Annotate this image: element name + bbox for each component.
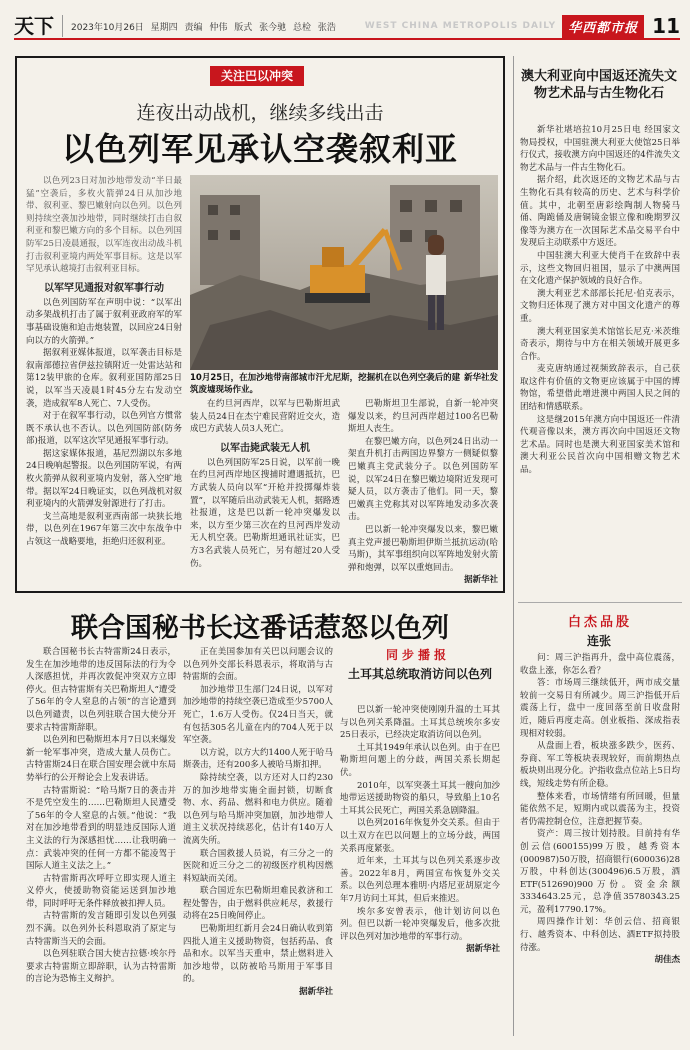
paragraph: 据介绍，此次返还的文物艺术品与古生物化石具有较高的历史、艺术与科学价值。其中，北朝至唐彩绘陶制人物骑马俑、陶跪俑及唐铜镜金银立像和晚期罗汉像等为澳方在一次国际艺术品交易平台中发现后主动联系中方返还。 xyxy=(520,175,680,249)
story1-subtitle: 连夜出动战机，继续多线出击 xyxy=(136,102,384,124)
sync-report-tag: 同步播报 xyxy=(385,648,450,662)
story2-column-2 xyxy=(183,646,333,1038)
paragraph: 巴勒斯坦卫生部说，自新一轮冲突爆发以来，约旦河西岸超过100名巴勒斯坦人丧生。 xyxy=(348,399,498,435)
paragraph: 古特雷斯再次呼吁立即实现人道主义停火，使援助物资能运送到加沙地带，同时呼吁无条件释放被扣押人员。 xyxy=(26,873,176,909)
paragraph: 问：周三沪指再升，盘中高位震荡，收盘上涨，你怎么看？ xyxy=(520,653,680,676)
paragraph: 澳大利亚国家美术馆馆长尼克·米茨维奇表示，期待与中方在相关领域开展更多合作。 xyxy=(520,326,680,362)
story1-headline: 以色列军见承认空袭叙利亚 xyxy=(61,130,458,168)
column-rule xyxy=(513,56,514,1036)
story1-lead: 以色列23日对加沙地带发动“半日最猛”空袭后，多枚火箭弹24日从加沙地带、叙利亚、黎巴嫩射向以色列。以色列则持续空袭加沙地带，同时继续打击自叙利亚和黎巴嫩方向的多个目标。以色列国防军25日凌晨通报，以军连夜出动战斗机打击叙利亚境内两处军事目标。这是以军罕见承认越境打击叙利亚目标。 xyxy=(26,176,182,275)
paragraph: 新华社堪培拉10月25日电 经国家文物局授权，中国驻澳大利亚大使馆25日举行仪式，接收澳方向中国返还的4件流失文物艺术品与一件古生物化石。 xyxy=(520,125,680,173)
paragraph: 整体来看，市场情绪有所回暖，但量能依然不足，短期内或以震荡为主，投资者仍需控制仓位，注意把握节奏。 xyxy=(520,791,680,827)
story1-column-3 xyxy=(348,398,498,585)
photo-caption xyxy=(190,372,498,396)
paragraph: 除持续空袭，以方还对人口约230万的加沙地带实施全面封锁，切断食物、水、药品、燃料和电力供应。随着以色列与哈马斯冲突加剧，加沙地带人道主义状况持续恶化，估计有140万人流离失所。 xyxy=(183,772,333,846)
paragraph: 据这家媒体报道，基尼烈湖以东多地24日晚响起警报。以色列国防军说，有两枚火箭弹从叙利亚境内发射，落入空旷地带。据以军24日晚证实，以色列战机对叙利亚境内的火箭弹发射源进行了打击。 xyxy=(26,448,182,510)
page-number: 11 xyxy=(652,14,680,38)
paragraph: 巴勒斯坦红新月会24日确认收到第四批人道主义援助物资，包括药品、食品和水。以军当天重申，禁止燃料进入加沙地带，以防被哈马斯用于军事目的。 xyxy=(183,924,333,985)
right-headline: 澳大利亚向中国返还流失文物艺术品与古生物化石 xyxy=(520,69,677,101)
paragraph: 以色列驻联合国大使吉拉德·埃尔丹要求古特雷斯立即辞职，认为古特雷斯的言论为恐怖主义辩护。 xyxy=(26,949,176,985)
paragraph: 对于在叙军事行动，以色列官方惯常既不承认也不否认。以色列国防部(防务部)报道，以军这次罕见通报军事行动。 xyxy=(26,411,182,447)
paragraph: 古特雷斯的发言随即引发以色列强烈不满。以色列外长科恩取消了原定与古特雷斯当天的会面。 xyxy=(26,911,176,947)
news-photo xyxy=(190,175,498,370)
paragraph: 从盘面上看，板块涨多跌少，医药、券商、军工等板块表现较好，而前期热点板块则出现分化。沪指收盘点位站上5日均线，短线走势有所企稳。 xyxy=(520,741,680,789)
author: 胡佳杰 xyxy=(654,955,680,966)
story1-column-2 xyxy=(190,398,340,585)
column-tag: 白杰品股 xyxy=(567,615,632,630)
story2-headline: 联合国秘书长这番话惹怒以色列 xyxy=(71,613,449,644)
paragraph: 戈兰高地是叙利亚西南部一块狭长地带，以色列在1967年第三次中东战争中占领这一战略要地，拒绝归还叙利亚。 xyxy=(26,511,182,548)
story2-column-1 xyxy=(26,646,176,1038)
paragraph: 巴以新一轮冲突使刚刚升温的土耳其与以色列关系降温。土耳其总统埃尔多安25日表示，已经决定取消访问以色列。 xyxy=(340,705,500,741)
paragraph: 麦克唐纳通过视频致辞表示，自己获取这件有价值的文物更应该属于中国的博物馆，希望借此增进澳中两国人民之间的团结和情感联系。 xyxy=(520,364,680,413)
paragraph: 答：市场周三继续低开，两市成交量较前一交易日有所减少。周三沪指低开后震荡上行，盘中一度回落至前日收盘附近，随后再度走高。创业板指、深成指表现相对较弱。 xyxy=(520,678,680,739)
paragraph: 联合国救援人员说，有三分之一的医院和近三分之二的初级医疗机构因燃料短缺而关闭。 xyxy=(183,848,333,884)
paragraph: 在黎巴嫩方向，以色列24日出动一架直升机打击两国边界黎方一侧疑似黎巴嫩真主党武装分子。以色列国防军说，以军24日在黎巴嫩边境附近发现可疑人员，以方袭击了他们。同一天，黎巴嫩真主党称其对以军阵地发动多次袭击。 xyxy=(348,436,498,523)
photo-credit: 新华社发 xyxy=(463,373,498,383)
paragraph: 据叙利亚媒体报道，以军袭击目标是叙南部德拉省伊兹拉镇附近一处雷达站和第12装甲旅的仓库。叙利亚国防部25日说，以军当天凌晨1时45分左右发动空袭，造成叙军8人死亡、7人受伤。 xyxy=(26,348,182,409)
issue-meta: 2023年10月26日 星期四 责编 仲伟 版式 张今驰 总检 张浩 xyxy=(71,22,336,33)
paragraph: 在约旦河西岸，以军与巴勒斯坦武装人员24日在杰宁难民营附近交火，造成巴方武装人员3人死亡。 xyxy=(190,399,340,435)
paragraph: 周四操作计划：华创云信、招商银行、越秀资本、中科创达、酒ETF拟持股待涨。 xyxy=(520,917,680,953)
column-name: 连张 xyxy=(586,634,611,648)
divider xyxy=(518,602,682,603)
paragraph: 联合国近东巴勒斯坦难民救济和工程处警告，由于燃料供应耗尽，救援行动将在25日晚间停止。 xyxy=(183,886,333,922)
story1-subhead-b: 以军击毙武装无人机 xyxy=(220,442,310,454)
topic-tag: 关注巴以冲突 xyxy=(210,66,304,86)
paper-english-name: WEST CHINA METROPOLIS DAILY xyxy=(364,21,557,31)
story1-source: 据新华社 xyxy=(463,575,498,585)
story2-source: 据新华社 xyxy=(298,987,333,998)
paragraph: 以色列和巴勒斯坦本月7日以来爆发新一轮军事冲突，造成大量人员伤亡。古特雷斯24日在联合国安理会就中东局势举行的公开辩论会上发表讲话。 xyxy=(26,735,176,783)
paragraph: 联合国秘书长古特雷斯24日表示，发生在加沙地带的违反国际法的行为令人深感担忧，并再次敦促冲突双方立即停火。但古特雷斯有关巴勒斯坦人“遭受了56年的令人窒息的占领”的言论遭到以色列谴责，以色列驻联合国大使分开要求古特雷斯辞职。 xyxy=(26,647,176,733)
paragraph: 正在美国参加有关巴以问题会议的以色列外交部长科恩表示，将取消与古特雷斯的会面。 xyxy=(183,647,333,683)
paragraph: 巴以新一轮冲突爆发以来，黎巴嫩真主党声援巴勒斯坦伊斯兰抵抗运动(哈马斯)，其军事组织向以军阵地发射火箭弹和炮弹，以军以重炮回击。 xyxy=(348,524,498,573)
paragraph: 以色列国防军在声明中说：“以军出动多架战机打击了属于叙利亚政府军的军事基础设施和迫击炮装置，以回应24日射向以方的火箭弹。” xyxy=(26,297,182,346)
paragraph: 古特雷斯说：“哈马斯7日的袭击并不是凭空发生的……巴勒斯坦人民遭受了56年的令人窒息的占领。”他说：“我对在加沙地带看到的明显违反国际人道主义法的行为深感担忧……让我明确一点：武装冲突的任何一方都不能凌驾于国际人道主义法之上。” xyxy=(26,785,176,872)
page-header xyxy=(14,14,680,40)
sidebar-headline: 土耳其总统取消访问以色列 xyxy=(347,667,492,681)
rubble-photo-illustration xyxy=(190,175,498,370)
paragraph: 以色列2016年恢复外交关系。但由于以土双方在巴以问题上的立场分歧，两国关系再度紧张。 xyxy=(340,818,500,854)
caption-text: 10月25日，在加沙地带南部城市汗尤尼斯，挖掘机在以色列空袭后的建筑废墟现场作业。 xyxy=(190,373,461,395)
paragraph: 以色列国防军25日说，以军前一晚在约旦河西岸地区搜捕时遭遇抵抗，巴方武装人员向以军“开枪并投掷爆炸装置”，以军随后出动武装无人机，据路透社报道，这是巴以新一轮冲突爆发以来，以方至少第三次在约旦河西岸发动无人机空袭。巴勒斯坦通讯社证实，巴方3名武装人员死亡，另有超过20人受伤。 xyxy=(190,457,340,569)
paper-logo: 华西都市报 xyxy=(562,15,644,38)
right-story xyxy=(520,124,680,599)
section-name: 天下 xyxy=(14,15,63,37)
paragraph: 澳大利亚艺术部部长托尼·伯克表示，文物归还体现了澳方对中国文化遗产的尊重。 xyxy=(520,288,680,324)
turkey-story xyxy=(340,704,500,1038)
paragraph: 土耳其1949年承认以色列。由于在巴勒斯坦问题上的分歧，两国关系长期起伏。 xyxy=(340,742,500,778)
paragraph: 中国驻澳大利亚大使肖千在致辞中表示，这些文物回归祖国，显示了中澳两国在文化遗产保护领域的良好合作。 xyxy=(520,250,680,287)
stock-column xyxy=(520,652,680,1038)
turkey-source: 据新华社 xyxy=(465,944,500,955)
paragraph: 加沙地带卫生部门24日说，以军对加沙地带的持续空袭已造成至少5700人死亡，1.6万人受伤。仅24日当天，就有包括305名儿童在内的704人死于以军空袭。 xyxy=(183,684,333,746)
story1-subhead-a: 以军罕见通报对叙军事行动 xyxy=(44,282,164,294)
paragraph: 这是继2015年澳方向中国返还一件清代观音像以来，澳方再次向中国返还文物艺术品。同时也是澳大利亚国家美术馆和澳大利亚公民首次向中国相赠文物艺术品。 xyxy=(520,414,680,476)
paragraph: 埃尔多安曾表示，他计划访问以色列。但巴以新一轮冲突爆发后，他多次批评以色列对加沙地带的军事行动。 xyxy=(340,906,500,942)
paragraph: 近年来，土耳其与以色列关系逐步改善。2022年8月，两国宣布恢复外交关系。以色列总理本雅明·内塔尼亚胡原定今年7月访问土耳其，但后来推迟。 xyxy=(340,856,500,904)
paragraph: 以方说，以方大约1400人死于哈马斯袭击，还有200多人被哈马斯扣押。 xyxy=(183,747,333,771)
paragraph: 资产：周三按计划持股。目前持有华创云信(600155)99万股，越秀资本(000987)50万股，招商银行(600036)28万股，中科创达(300496)6.5万股，酒ETF(512690)900万份。资金余额3334643.25元，总净值35780343.25元，盈利17790.17%。 xyxy=(520,829,680,915)
story1-column-1 xyxy=(26,175,182,585)
paragraph: 2010年，以军突袭土耳其一艘向加沙地带运送援助物资的船只，导致船上10名土耳其公民死亡，两国关系急剧降温。 xyxy=(340,780,500,816)
